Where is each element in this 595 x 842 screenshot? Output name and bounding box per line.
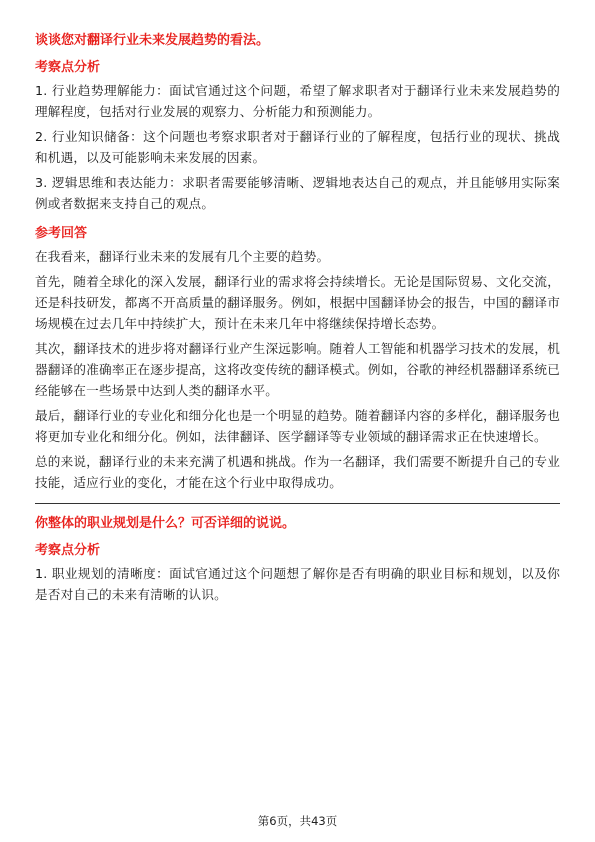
analysis-item: 1. 职业规划的清晰度：面试官通过这个问题想了解你是否有明确的职业目标和规划，以及你是否对自己的未来有清晰的认识。 (35, 566, 560, 602)
answer-paragraph: 首先，随着全球化的深入发展，翻译行业的需求将会持续增长。无论是国际贸易、文化交流，还是科技研发，都离不开高质量的翻译服务。例如，根据中国翻译协会的报告，中国的翻译市场规模在过去几年中持续扩大，预计在未来几年中将继续保持增长态势。 (35, 274, 560, 331)
document-page (35, 31, 560, 609)
answer-paragraph: 其次，翻译技术的进步将对翻译行业产生深远影响。随着人工智能和机器学习技术的发展，机器翻译的准确率正在逐步提高，这将改变传统的翻译模式。例如，谷歌的神经机器翻译系统已经能够在一些场景中达到人类的翻译水平。 (35, 341, 560, 398)
analysis-item: 2. 行业知识储备：这个问题也考察求职者对于翻译行业的了解程度，包括行业的现状、挑战和机遇，以及可能影响未来发展的因素。 (35, 129, 560, 165)
analysis-heading-1: 考察点分析 (35, 60, 101, 75)
analysis-item: 1. 行业趋势理解能力：面试官通过这个问题，希望了解求职者对于翻译行业未来发展趋势的理解程度，包括对行业发展的观察力、分析能力和预测能力。 (35, 83, 560, 119)
answer-paragraph: 总的来说，翻译行业的未来充满了机遇和挑战。作为一名翻译，我们需要不断提升自己的专业技能，适应行业的变化，才能在这个行业中取得成功。 (35, 454, 560, 490)
answer-heading-1: 参考回答 (35, 226, 88, 241)
page-footer: 第6页，共43页 (257, 814, 338, 828)
question-title-2: 你整体的职业规划是什么？可否详细的说说。 (35, 516, 296, 531)
answer-paragraph: 最后，翻译行业的专业化和细分化也是一个明显的趋势。随着翻译内容的多样化，翻译服务也将更加专业化和细分化。例如，法律翻译、医学翻译等专业领域的翻译需求正在快速增长。 (35, 408, 560, 444)
analysis-heading-2: 考察点分析 (35, 543, 101, 558)
section-divider (35, 503, 560, 504)
question-title-1: 谈谈您对翻译行业未来发展趋势的看法。 (35, 33, 270, 48)
analysis-item: 3. 逻辑思维和表达能力：求职者需要能够清晰、逻辑地表达自己的观点，并且能够用实际案例或者数据来支持自己的观点。 (35, 175, 560, 211)
answer-paragraph: 在我看来，翻译行业未来的发展有几个主要的趋势。 (35, 249, 330, 264)
